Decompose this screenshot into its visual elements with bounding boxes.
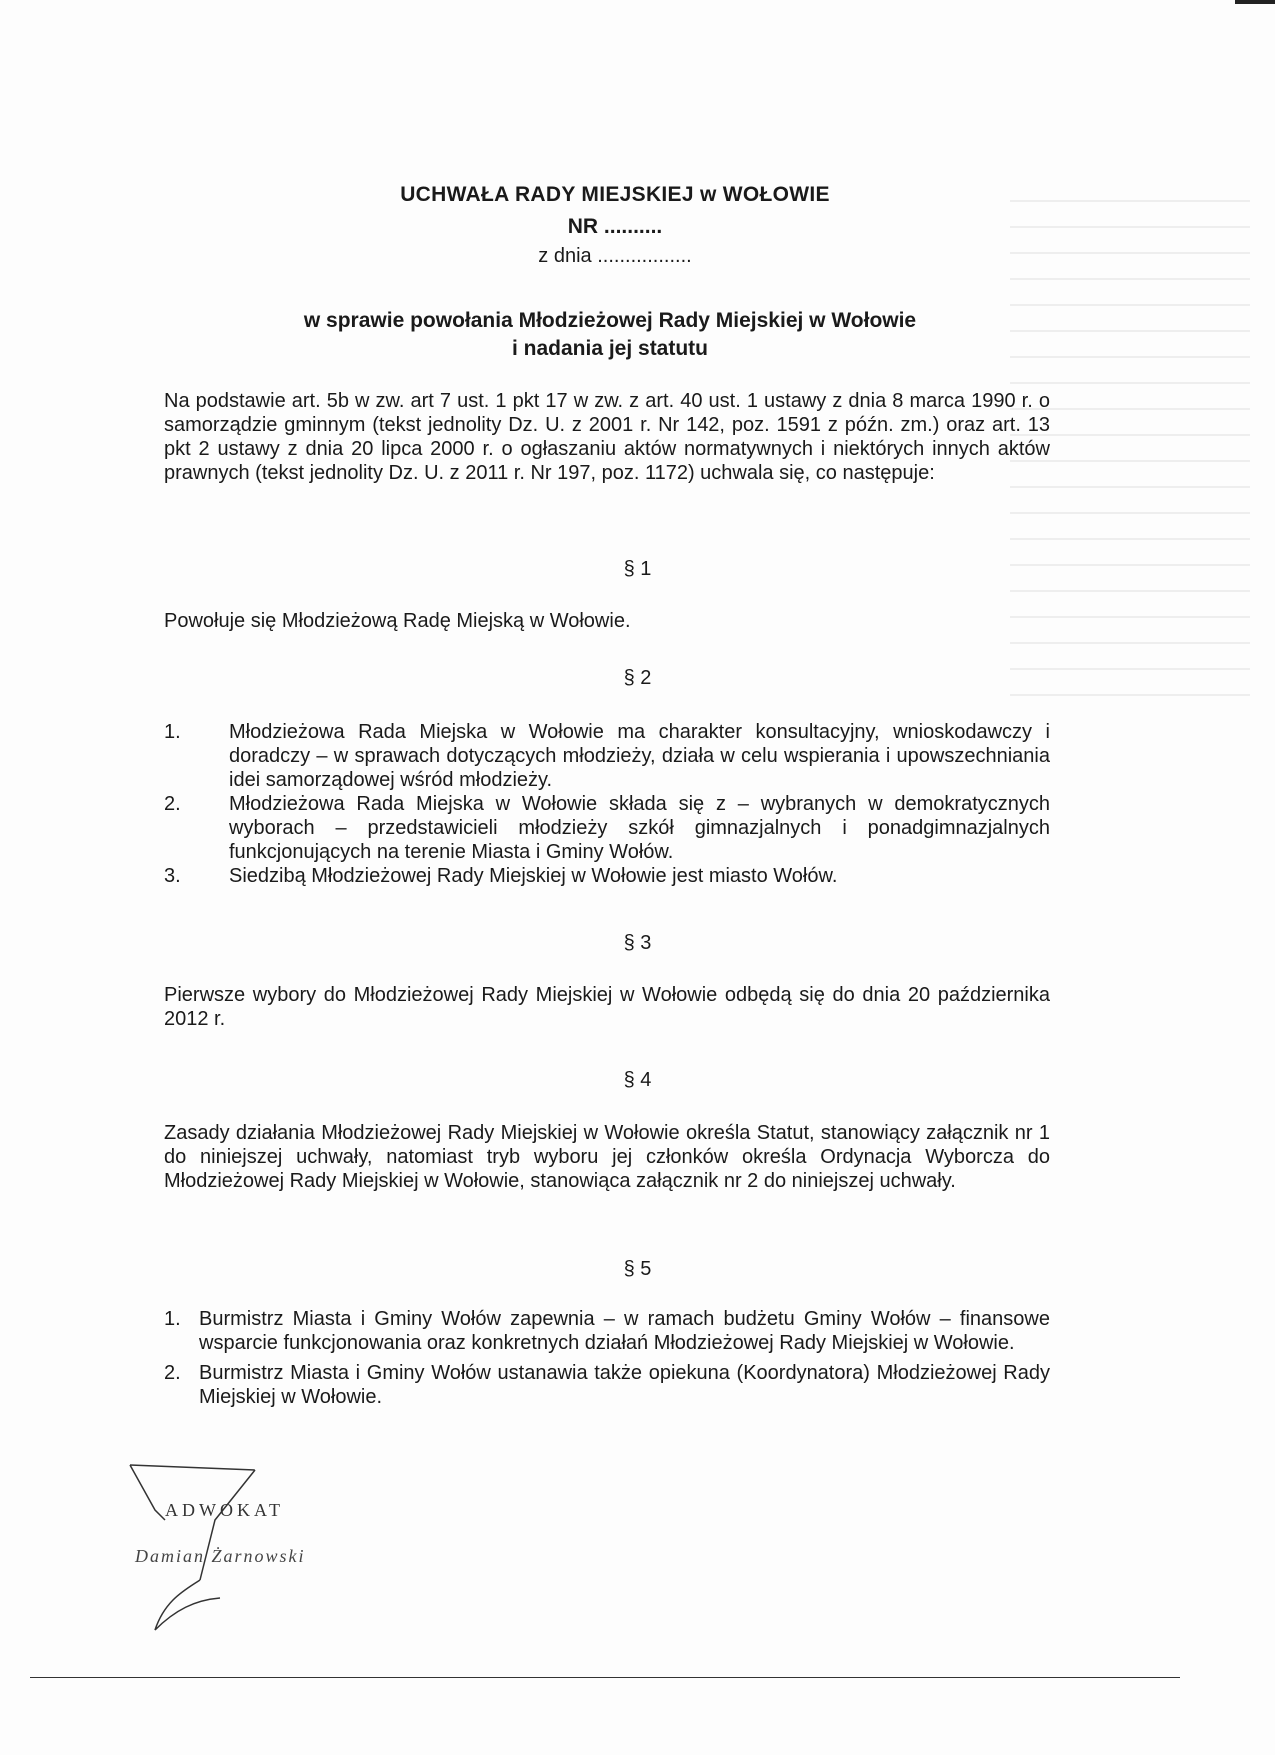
signature-name: Damian Żarnowski [135, 1546, 306, 1566]
section-4-text: Zasady działania Młodzieżowej Rady Miejskiej w Wołowie określa Statut, stanowiący załącznik nr 1 do niniejszej uchwały, natomiast tryb wyboru jej członków określa Ordynacja Wyborcza do Młodzieżowej Rady Miejskiej w Wołowie, stanowiąca załącznik nr 2 do niniejszej uchwały. [164, 1122, 1050, 1192]
resolution-number: NR .......... [567, 215, 663, 238]
section-1-sign: § 1 [623, 558, 652, 580]
section-4-body [164, 1121, 1050, 1193]
section-4-sign: § 4 [623, 1069, 652, 1091]
resolution-subject [0, 307, 1220, 363]
item-number: 1. [164, 721, 181, 743]
section-3-body [164, 983, 1050, 1031]
resolution-title: UCHWAŁA RADY MIEJSKIEJ w WOŁOWIE [400, 183, 830, 206]
section-5-body [164, 1307, 1050, 1409]
item-number: 3. [164, 865, 181, 887]
section-5-item [164, 1307, 1050, 1355]
section-3-sign: § 3 [623, 932, 652, 954]
item-text: Siedzibą Młodzieżowej Rady Miejskiej w Wołowie jest miasto Wołów. [229, 865, 838, 887]
item-number: 2. [164, 1362, 181, 1384]
section-1-body [164, 609, 1050, 633]
item-text: Młodzieżowa Rada Miejska w Wołowie składa się z – wybranych w demokratycznych wyborach – przedstawicieli młodzieży szkół gimnazjalnych i ponadgimnazjalnych funkcjonujących na terenie Miasta i Gminy Wołów. [229, 793, 1050, 863]
item-number: 2. [164, 793, 181, 815]
section-2-sign: § 2 [623, 667, 652, 689]
section-1-text: Powołuje się Młodzieżową Radę Miejską w Wołowie. [164, 610, 631, 632]
preamble-block [164, 389, 1050, 485]
item-text: Burmistrz Miasta i Gminy Wołów ustanawia także opiekuna (Koordynatora) Młodzieżowej Rady Miejskiej w Wołowie. [199, 1362, 1050, 1408]
section-5-item [164, 1361, 1050, 1409]
subject-line-2: i nadania jej statutu [511, 337, 709, 360]
resolution-date: z dnia ................. [538, 245, 692, 267]
section-2-item [164, 864, 1050, 888]
scan-edge-mark [1235, 0, 1275, 4]
item-text: Burmistrz Miasta i Gminy Wołów zapewnia – w ramach budżetu Gminy Wołów – finansowe wsparcie funkcjonowania oraz konkretnych działań Młodzieżowej Rady Miejskiej w Wołowie. [199, 1308, 1050, 1354]
document-header [0, 183, 1220, 268]
section-2-item [164, 792, 1050, 864]
item-number: 1. [164, 1308, 181, 1330]
section-2-body [164, 720, 1050, 888]
item-text: Młodzieżowa Rada Miejska w Wołowie ma charakter konsultacyjny, wnioskodawczy i doradczy – w sprawach dotyczących młodzieży, działa w celu wspierania i upowszechniania idei samorządowej wśród młodzieży. [229, 721, 1050, 791]
lawyer-signature [125, 1460, 385, 1640]
stamp-text: ADWOKAT [165, 1500, 284, 1520]
subject-line-1: w sprawie powołania Młodzieżowej Rady Miejskiej w Wołowie [303, 309, 917, 332]
section-5-sign: § 5 [623, 1258, 652, 1280]
footer-divider [30, 1677, 1180, 1678]
section-3-text: Pierwsze wybory do Młodzieżowej Rady Miejskiej w Wołowie odbędą się do dnia 20 października 2012 r. [164, 984, 1050, 1030]
section-2-item [164, 720, 1050, 792]
preamble-text: Na podstawie art. 5b w zw. art 7 ust. 1 pkt 17 w zw. z art. 40 ust. 1 ustawy z dnia 8 marca 1990 r. o samorządzie gminnym (tekst jednolity Dz. U. z 2001 r. Nr 142, poz. 1591 z późn. zm.) oraz art. 13 pkt 2 ustawy z dnia 20 lipca 2000 r. o ogłaszaniu aktów normatywnych i niektórych innych aktów prawnych (tekst jednolity Dz. U. z 2011 r. Nr 197, poz. 1172) uchwala się, co następuje: [164, 390, 1050, 484]
